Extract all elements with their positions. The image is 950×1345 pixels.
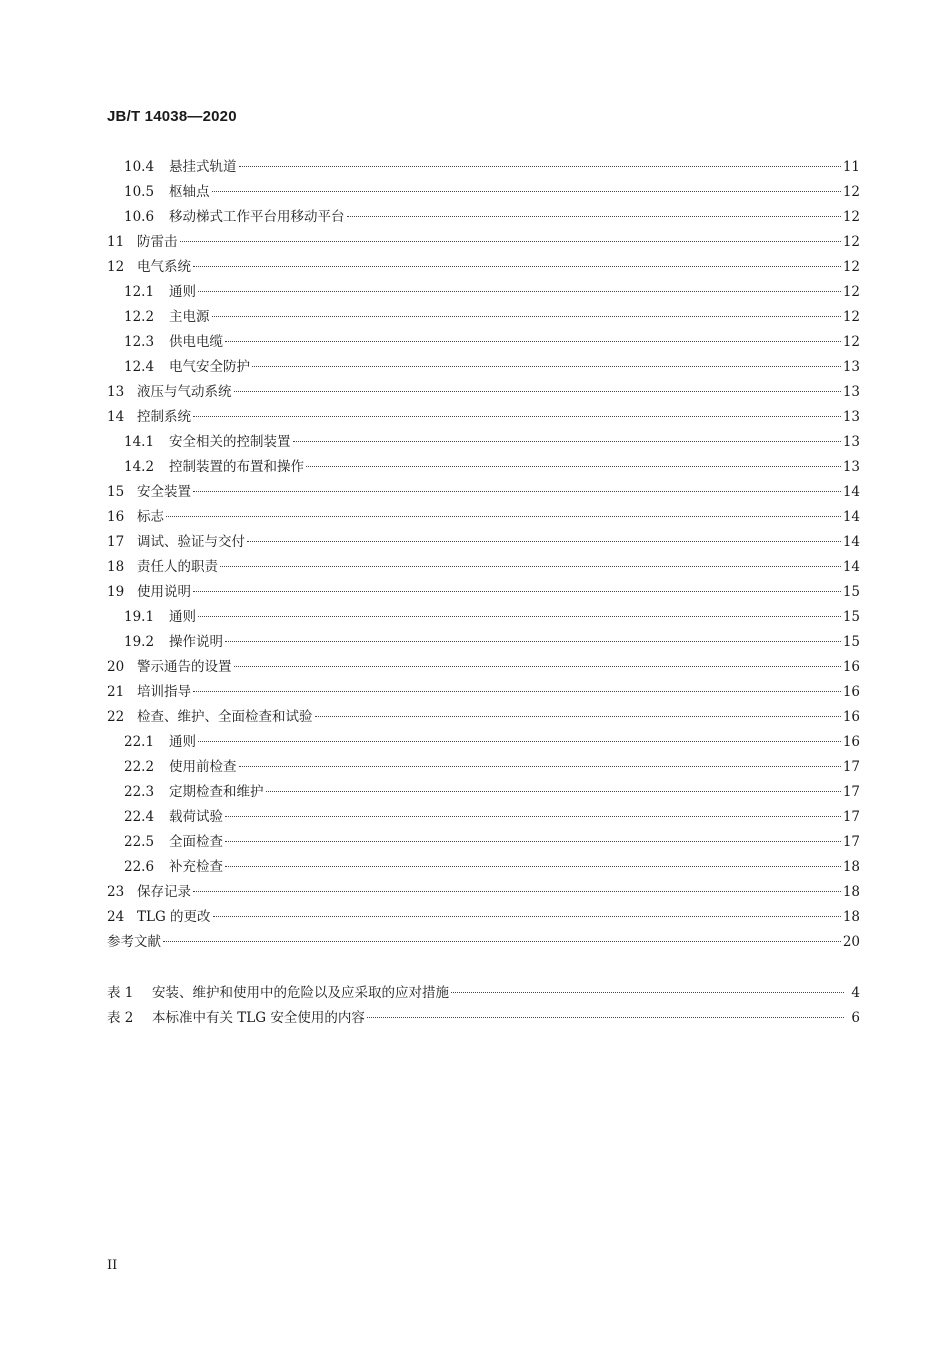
dot-leader (234, 666, 841, 667)
toc-entry-number: 12 (107, 259, 125, 275)
dot-leader (163, 941, 841, 942)
toc-entry[interactable] (107, 505, 860, 530)
dot-leader (193, 891, 841, 892)
toc-entry-page: 18 (842, 884, 860, 900)
toc-entry-title: 使用说明 (137, 584, 191, 600)
toc-entry-number: 18 (107, 559, 125, 575)
toc-entry-number: 12.2 (124, 309, 155, 325)
toc-entry-number: 10.5 (124, 184, 155, 200)
dot-leader (266, 791, 841, 792)
toc-entry-page: 16 (842, 734, 860, 750)
toc-entry[interactable] (107, 180, 860, 205)
toc-entry-page: 12 (842, 234, 860, 250)
dot-leader (193, 491, 841, 492)
toc-entry[interactable] (107, 280, 860, 305)
toc-entry-number: 14.2 (124, 459, 155, 475)
dot-leader (193, 591, 841, 592)
toc-entry-page: 16 (842, 684, 860, 700)
toc-entry-title: 枢轴点 (169, 184, 210, 200)
toc-entry-title: 保存记录 (137, 884, 191, 900)
list-of-tables (107, 981, 860, 1031)
toc-entry-number: 11 (107, 234, 125, 250)
toc-entry-page: 13 (842, 434, 860, 450)
toc-entry-title: 液压与气动系统 (137, 384, 232, 400)
toc-entry-page: 17 (842, 834, 860, 850)
dot-leader (213, 916, 841, 917)
toc-entry[interactable] (107, 355, 860, 380)
toc-entry[interactable] (107, 155, 860, 180)
toc-entry-number: 12.1 (124, 284, 155, 300)
dot-leader (198, 616, 841, 617)
dot-leader (193, 416, 841, 417)
toc-entry-number: 13 (107, 384, 125, 400)
toc-entry-title: 移动梯式工作平台用移动平台 (169, 209, 345, 225)
toc-entry[interactable] (107, 805, 860, 830)
toc-entry-title: 控制装置的布置和操作 (169, 459, 304, 475)
toc-entry[interactable] (107, 655, 860, 680)
toc-entry[interactable] (107, 330, 860, 355)
toc-entry-page: 12 (842, 309, 860, 325)
toc-entry-page: 15 (842, 634, 860, 650)
toc-entry-number: 19.2 (124, 634, 155, 650)
toc-entry-title: 通则 (169, 609, 196, 625)
toc-entry-page: 20 (842, 934, 860, 950)
toc-entry[interactable] (107, 630, 860, 655)
toc-entry-page: 13 (842, 359, 860, 375)
toc-entry-title: 检查、维护、全面检查和试验 (137, 709, 313, 725)
toc-entry-title: TLG 的更改 (137, 909, 211, 925)
table-of-contents (107, 155, 860, 955)
toc-entry[interactable] (107, 555, 860, 580)
toc-entry-title: 通则 (169, 734, 196, 750)
toc-entry-number: 22 (107, 709, 125, 725)
dot-leader (198, 291, 841, 292)
toc-entry-title: 责任人的职责 (137, 559, 218, 575)
dot-leader (225, 816, 841, 817)
toc-entry-title: 通则 (169, 284, 196, 300)
toc-entry[interactable] (107, 880, 860, 905)
toc-entry-number: 22.1 (124, 734, 155, 750)
toc-entry-title: 载荷试验 (169, 809, 223, 825)
toc-entry-page: 4 (851, 985, 860, 1001)
toc-entry-number: 23 (107, 884, 125, 900)
dot-leader (247, 541, 841, 542)
toc-entry-title: 防雷击 (137, 234, 178, 250)
toc-entry[interactable] (107, 430, 860, 455)
toc-entry[interactable] (107, 905, 860, 930)
toc-entry-page: 15 (842, 609, 860, 625)
toc-entry-number: 22.2 (124, 759, 155, 775)
toc-entry-title: 警示通告的设置 (137, 659, 232, 675)
toc-entry-page: 12 (842, 259, 860, 275)
toc-entry-number: 12.4 (124, 359, 155, 375)
dot-leader (315, 716, 841, 717)
dot-leader (166, 516, 841, 517)
toc-entry-number: 表 2 (107, 1010, 134, 1026)
toc-entry-page: 15 (842, 584, 860, 600)
toc-entry-page: 13 (842, 459, 860, 475)
dot-leader (198, 741, 841, 742)
toc-entry[interactable] (107, 580, 860, 605)
toc-entry[interactable] (107, 380, 860, 405)
toc-entry[interactable] (107, 780, 860, 805)
toc-entry[interactable] (107, 255, 860, 280)
toc-entry-page: 11 (842, 159, 860, 175)
toc-entry-page: 17 (842, 809, 860, 825)
toc-entry-title: 使用前检查 (169, 759, 237, 775)
dot-leader (225, 341, 841, 342)
toc-entry-number: 22.3 (124, 784, 155, 800)
toc-entry-number: 10.4 (124, 159, 155, 175)
toc-entry-page: 14 (842, 534, 860, 550)
toc-entry-title: 控制系统 (137, 409, 191, 425)
toc-entry[interactable] (107, 1006, 860, 1031)
toc-entry[interactable] (107, 455, 860, 480)
toc-entry[interactable] (107, 205, 860, 230)
toc-entry-page: 13 (842, 384, 860, 400)
toc-entry-page: 16 (842, 709, 860, 725)
toc-entry-page: 6 (851, 1010, 860, 1026)
toc-entry[interactable] (107, 981, 860, 1006)
toc-entry-number: 17 (107, 534, 125, 550)
toc-entry[interactable] (107, 680, 860, 705)
dot-leader (225, 841, 841, 842)
dot-leader (347, 216, 841, 217)
toc-entry-title: 补充检查 (169, 859, 223, 875)
toc-entry[interactable] (107, 705, 860, 730)
toc-entry[interactable] (107, 230, 860, 255)
toc-entry-title: 电气系统 (137, 259, 191, 275)
dot-leader (293, 441, 841, 442)
dot-leader (451, 992, 844, 993)
dot-leader (225, 866, 841, 867)
toc-entry-page: 14 (842, 559, 860, 575)
toc-entry[interactable] (107, 480, 860, 505)
dot-leader (220, 566, 841, 567)
toc-entry-number: 22.5 (124, 834, 155, 850)
toc-entry-number: 19 (107, 584, 125, 600)
dot-leader (212, 316, 841, 317)
toc-entry-page: 17 (842, 784, 860, 800)
toc-entry-title: 安全装置 (137, 484, 191, 500)
toc-entry-number: 16 (107, 509, 125, 525)
toc-entry-title: 定期检查和维护 (169, 784, 264, 800)
dot-leader (193, 691, 841, 692)
toc-entry-title: 供电电缆 (169, 334, 223, 350)
toc-entry-number: 24 (107, 909, 125, 925)
toc-entry-page: 18 (842, 909, 860, 925)
dot-leader (239, 166, 841, 167)
toc-entry-title: 安装、维护和使用中的危险以及应采取的应对措施 (152, 985, 449, 1001)
toc-entry-page: 17 (842, 759, 860, 775)
toc-entry-title: 安全相关的控制装置 (169, 434, 291, 450)
toc-entry-page: 16 (842, 659, 860, 675)
toc-entry-page: 12 (842, 334, 860, 350)
toc-entry-number: 20 (107, 659, 125, 675)
toc-entry[interactable] (107, 405, 860, 430)
toc-entry-page: 14 (842, 484, 860, 500)
toc-entry[interactable] (107, 305, 860, 330)
toc-entry[interactable] (107, 930, 860, 955)
toc-entry-title: 悬挂式轨道 (169, 159, 237, 175)
document-code: JB/T 14038—2020 (107, 108, 237, 125)
dot-leader (193, 266, 841, 267)
dot-leader (234, 391, 841, 392)
toc-entry-page: 18 (842, 859, 860, 875)
toc-entry-title: 调试、验证与交付 (137, 534, 245, 550)
toc-entry[interactable] (107, 730, 860, 755)
toc-entry-title: 全面检查 (169, 834, 223, 850)
toc-entry[interactable] (107, 605, 860, 630)
toc-entry-page: 12 (842, 209, 860, 225)
dot-leader (239, 766, 841, 767)
toc-entry[interactable] (107, 830, 860, 855)
toc-entry-title: 标志 (137, 509, 164, 525)
toc-entry[interactable] (107, 755, 860, 780)
toc-entry-number: 表 1 (107, 985, 134, 1001)
page-number: II (107, 1258, 118, 1273)
dot-leader (306, 466, 841, 467)
toc-entry-number: 15 (107, 484, 125, 500)
toc-entry-title: 参考文献 (107, 934, 161, 950)
dot-leader (252, 366, 841, 367)
toc-entry-page: 14 (842, 509, 860, 525)
toc-entry-number: 22.4 (124, 809, 155, 825)
toc-entry-title: 主电源 (169, 309, 210, 325)
toc-entry-number: 22.6 (124, 859, 155, 875)
toc-entry-page: 12 (842, 184, 860, 200)
dot-leader (212, 191, 841, 192)
toc-entry-number: 12.3 (124, 334, 155, 350)
toc-entry-page: 12 (842, 284, 860, 300)
toc-entry-number: 21 (107, 684, 125, 700)
toc-entry-title: 操作说明 (169, 634, 223, 650)
toc-entry-title: 电气安全防护 (169, 359, 250, 375)
toc-entry-number: 19.1 (124, 609, 155, 625)
toc-entry[interactable] (107, 530, 860, 555)
toc-entry-title: 本标准中有关 TLG 安全使用的内容 (152, 1010, 365, 1026)
toc-entry-number: 10.6 (124, 209, 155, 225)
dot-leader (367, 1017, 844, 1018)
toc-entry-page: 13 (842, 409, 860, 425)
toc-entry-title: 培训指导 (137, 684, 191, 700)
toc-entry-number: 14.1 (124, 434, 155, 450)
toc-entry-number: 14 (107, 409, 125, 425)
dot-leader (225, 641, 841, 642)
toc-entry[interactable] (107, 855, 860, 880)
dot-leader (180, 241, 841, 242)
